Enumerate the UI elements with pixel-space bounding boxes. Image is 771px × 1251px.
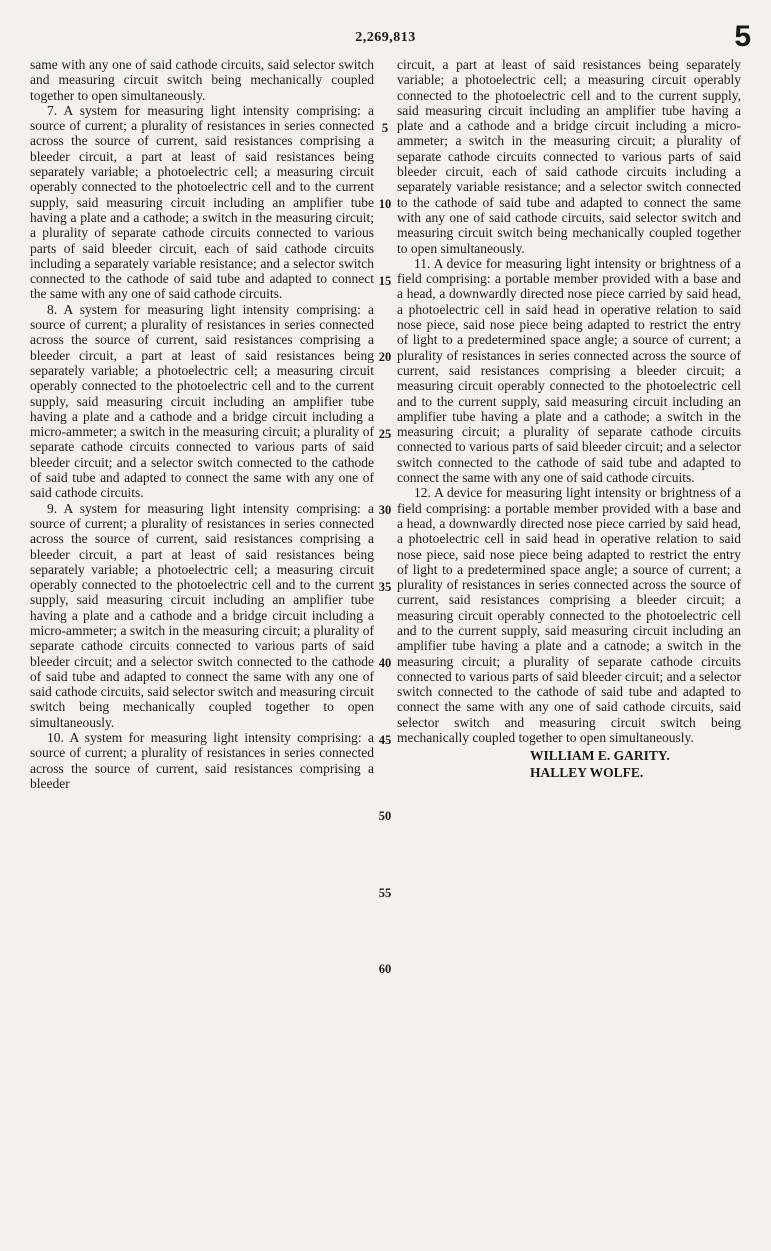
claim-12: 12. A device for measuring light intensity or brightness of a field comprising: a portable member provided with a base and a head, a downwardly directed nose piece carried by said head, a photoelectric cell in said head in operative relation to said nose piece, said nose piece being adapted to restrict the entry of light to a predetermined space angle; a source of current; a plurality of resistances in series connected across the source of current, said resistances comprising a bleeder circuit; a measuring circuit operably connected to the photoelectric cell and to the current supply, said measuring circuit including an amplifier tube having a plate and a catnode; a switch in the measuring circuit; a plurality of separate cathode circuits connected to various parts of said bleeder circuit; and a selector switch connected to the cathode of said tube and adapted to connect the same with any one of said cathode circuits, said selector switch and measuring circuit switch being mechanically coupled together to open simultaneously. (397, 485, 741, 746)
claim-continuation: same with any one of said cathode circuits, said selector switch and measuring circuit switch being mechanically coupled together to open simultaneously. (30, 57, 374, 103)
line-number: 50 (378, 809, 392, 823)
claim-7: 7. A system for measuring light intensity comprising: a source of current; a plurality of resistances in series connected across the source of current, said resistances comprising a bleeder circuit, a part at least of said resistances being separately variable; a photoelectric cell; a measuring circuit operably connected to the photoelectric cell and to the current supply, said measuring circuit including an amplifier tube having a plate and a cathode; a switch in the measuring circuit; a plurality of separate cathode circuits connected to various parts of said bleeder circuit, each of said cathode circuits including a separately variable resistance; and a selector switch connected to the cathode of said tube and adapted to connect the same with any one of said cathode circuits. (30, 102, 374, 302)
claim-10: 10. A system for measuring light intensity comprising: a source of current; a plurality of resistances in series connected across the source of current, said resistances comprising a bleeder (30, 730, 374, 791)
claim-continuation: circuit, a part at least of said resistances being separately variable; a photoelectric cell; a measuring circuit operably connected to the photoelectric cell and to the current supply, said measuring circuit including an amplifier tube having a plate and a cathode and a bridge circuit including a micro-ammeter; a switch in the measuring circuit; a plurality of separate cathode circuits connected to various parts of said bleeder circuit, each of said cathode circuits including a separately variable resistance; and a selector switch connected to the cathode of said tube and adapted to connect the same with any one of said cathode circuits, said selector switch and measuring circuit switch being mechanically coupled together to open simultaneously. (397, 57, 741, 256)
line-number: 60 (378, 962, 392, 976)
claim-8: 8. A system for measuring light intensity comprising: a source of current; a plurality of resistances in series connected across the source of current, said resistances comprising a bleeder circuit, a part at least of said resistances being separately variable; a photoelectric cell; a measuring circuit operably connected to the photoelectric cell and to the current supply, said measuring circuit including an amplifier tube having a plate and a cathode and a bridge circuit including a micro-ammeter; a switch in the measuring circuit; a plurality of separate cathode circuits connected to various parts of said bleeder circuit; and a selector switch connected to the cathode of said tube and adapted to connect the same with any one of said cathode circuits. (30, 301, 374, 501)
line-number: 10 (378, 197, 392, 211)
right-column (397, 57, 741, 781)
inventor-signatures (397, 747, 741, 781)
page-index: 5 (734, 20, 751, 53)
claim-11: 11. A device for measuring light intensity or brightness of a field comprising: a portable member provided with a base and a head, a downwardly directed nose piece carried by said head, a photoelectric cell in said head in operative relation to said nose piece, said nose piece being adapted to restrict the entry of light to a predetermined space angle; a source of current; a plurality of resistances in series connected across the source of current, said resistances comprising a bleeder circuit; a measuring circuit operably connected to the photoelectric cell and to the current supply, said measuring circuit including an amplifier tube having a plate and a cathode; a switch in the measuring circuit; a plurality of separate cathode circuits connected to various parts of said bleeder circuit; and a selector switch connected to the cathode of said tube and adapted to connect the same with any one of said cathode circuits. (397, 255, 741, 486)
line-number: 30 (378, 503, 392, 517)
line-number: 20 (378, 350, 392, 364)
patent-number: 2,269,813 (355, 30, 416, 45)
line-number: 5 (381, 121, 389, 135)
line-number: 15 (378, 274, 392, 288)
left-column (30, 57, 374, 791)
line-number: 45 (378, 733, 392, 747)
line-number: 55 (378, 886, 392, 900)
line-number: 25 (378, 427, 392, 441)
claim-9: 9. A system for measuring light intensity comprising: a source of current; a plurality of resistances in series connected across the source of current, said resistances comprising a bleeder circuit, a part at least of said resistances being separately variable; a photoelectric cell; a measuring circuit operably connected to the photoelectric cell and to the current supply, said measuring circuit including an amplifier tube having a plate and a cathode and a bridge circuit including a micro-ammeter; a switch in the measuring circuit; a plurality of separate cathode circuits connected to various parts of said bleeder circuit; and a selector switch connected to the cathode of said tube and adapted to connect the same with any one of said cathode circuits, said selector switch and measuring circuit switch being mechanically coupled together to open simultaneously. (30, 500, 374, 730)
inventor-name: HALLEY WOLFE. (530, 765, 644, 781)
line-number: 40 (378, 656, 392, 670)
line-number: 35 (378, 580, 392, 594)
inventor-name: WILLIAM E. GARITY. (530, 748, 670, 764)
